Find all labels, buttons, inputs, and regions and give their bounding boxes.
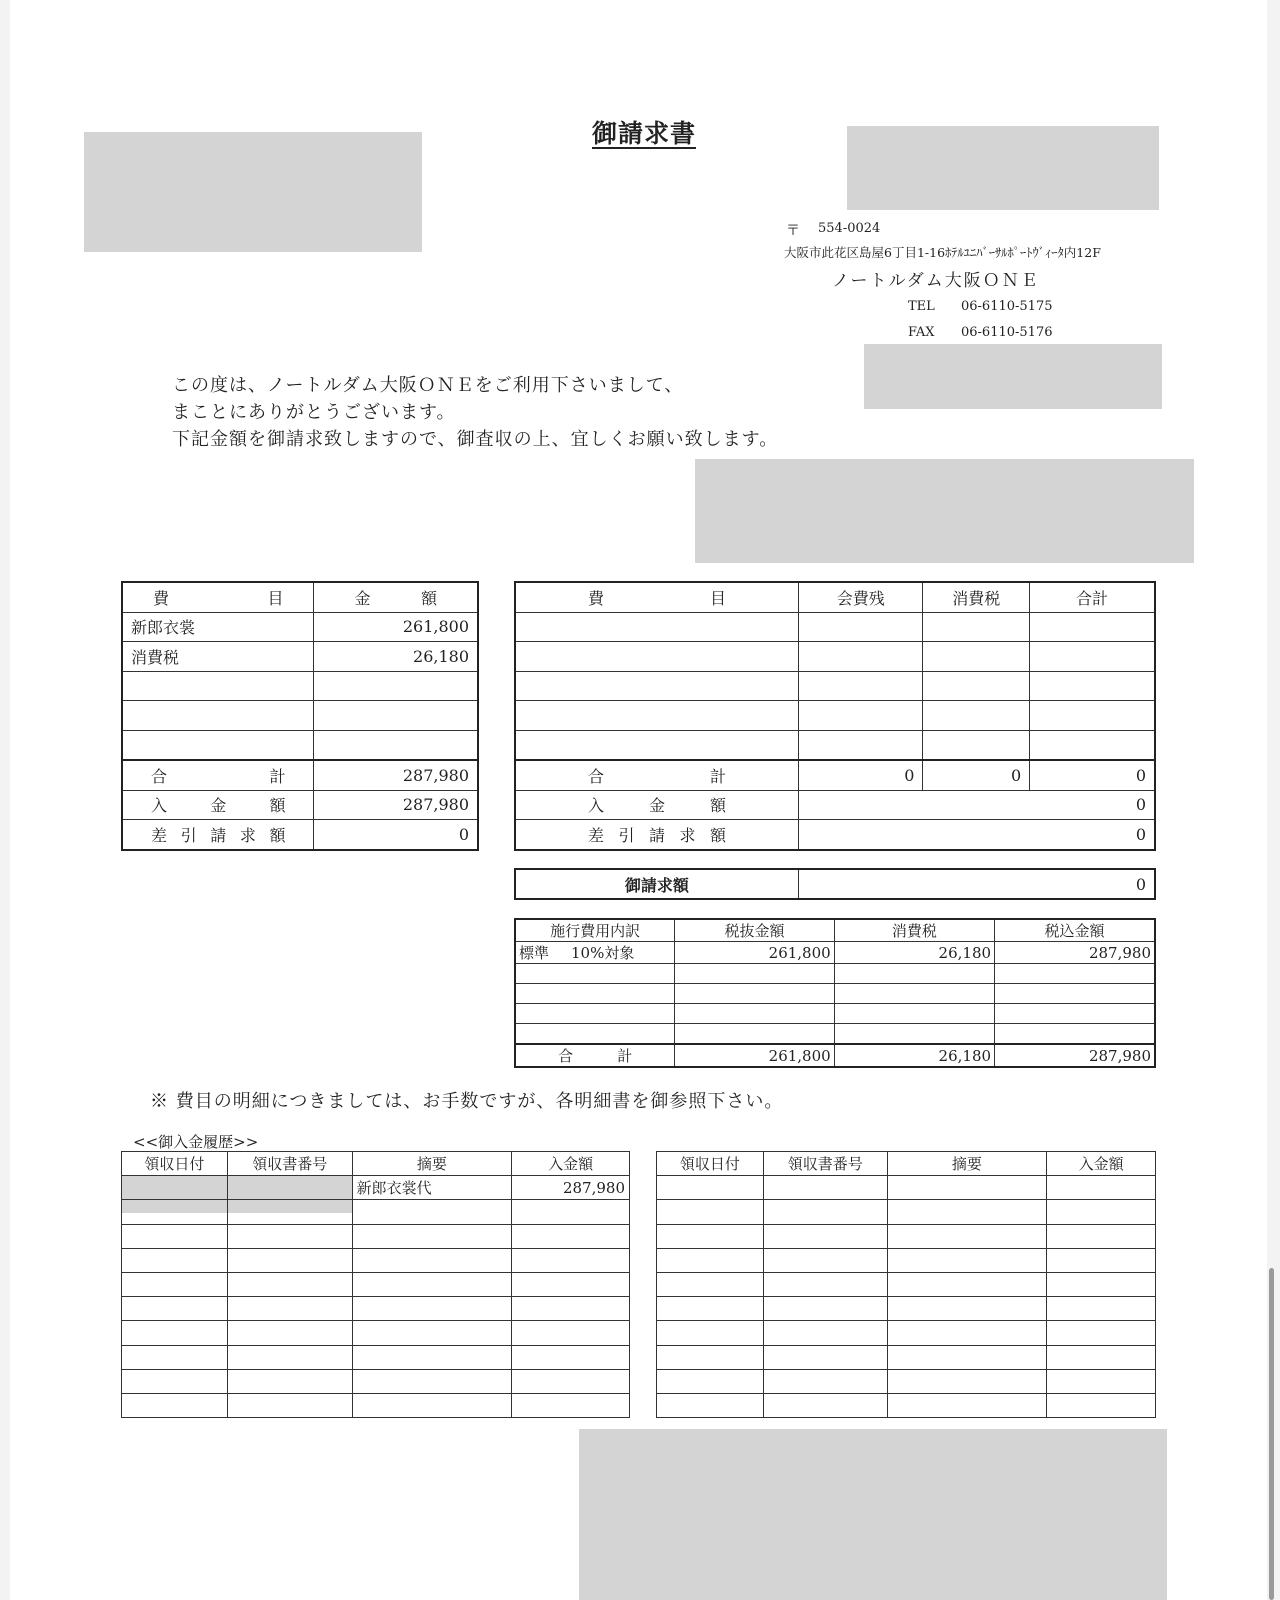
charge-item: 新郎衣裳 <box>122 612 314 642</box>
table-row <box>122 730 478 760</box>
tel-number: 06-6110-5175 <box>961 299 1053 314</box>
table-row <box>122 701 478 731</box>
greeting-text <box>172 372 778 453</box>
balance-label: 差引請求額 <box>588 825 726 845</box>
table-row <box>515 730 1155 760</box>
table-row <box>657 1345 1156 1369</box>
table-row <box>122 1369 630 1393</box>
fax-number: 06-6110-5176 <box>961 325 1053 340</box>
paid-amount: 0 <box>799 790 1156 820</box>
table-row <box>122 1297 630 1321</box>
header-receipt-number: 領収書番号 <box>227 1152 352 1176</box>
greeting-line: この度は、ノートルダム大阪ＯＮＥをご利用下さいまして、 <box>172 375 684 396</box>
breakdown-net: 261,800 <box>675 942 834 964</box>
greeting-line: まことにありがとうございます。 <box>172 402 456 423</box>
breakdown-total-label: 合計 <box>558 1047 633 1065</box>
table-row <box>122 1224 630 1248</box>
balance-amount: 0 <box>799 820 1156 850</box>
table-row <box>657 1248 1156 1272</box>
fee-balance-table <box>514 581 1156 851</box>
header-payment-amount: 入金額 <box>512 1152 630 1176</box>
fax-label: FAX <box>908 325 935 340</box>
payment-history-table-left <box>121 1151 630 1418</box>
header-item: 費目 <box>153 588 284 608</box>
table-row <box>515 964 1155 984</box>
breakdown-tax: 26,180 <box>834 942 994 964</box>
paid-label: 入金額 <box>151 796 286 816</box>
redacted-info <box>695 459 1194 563</box>
document-title: 御請求書 <box>592 119 697 148</box>
redacted-recipient <box>84 132 422 252</box>
table-row <box>515 612 1155 642</box>
tax-breakdown-table <box>514 918 1156 1068</box>
balance-amount: 0 <box>314 820 478 850</box>
total-label: 合計 <box>588 766 726 786</box>
tel-label: TEL <box>908 299 935 314</box>
table-row <box>122 1200 630 1224</box>
total-label: 合計 <box>151 766 286 786</box>
table-row <box>515 1004 1155 1024</box>
grand-total-value: 0 <box>798 869 1155 899</box>
breakdown-total-gross: 287,980 <box>995 1044 1155 1067</box>
header-net: 税抜金額 <box>675 919 834 942</box>
charges-table <box>121 581 479 851</box>
table-row <box>515 984 1155 1004</box>
header-summary: 摘要 <box>352 1152 512 1176</box>
table-row <box>515 671 1155 701</box>
table-row <box>122 1176 630 1200</box>
breakdown-gross: 287,980 <box>995 942 1155 964</box>
total-amount: 287,980 <box>314 760 478 790</box>
paid-label: 入金額 <box>588 796 726 816</box>
issuer-company: ノートルダム大阪ＯＮＥ <box>832 271 1040 291</box>
table-row <box>122 1248 630 1272</box>
table-row <box>657 1272 1156 1296</box>
table-row <box>122 671 478 701</box>
redacted-issuer-logo <box>847 126 1159 210</box>
header-amount: 金額 <box>354 588 437 608</box>
header-breakdown: 施行費用内訳 <box>515 919 675 942</box>
table-row <box>122 642 478 672</box>
table-row <box>515 701 1155 731</box>
header-item: 費目 <box>588 588 726 608</box>
table-row <box>122 1321 630 1345</box>
grand-total-label: 御請求額 <box>515 869 798 899</box>
table-row <box>515 1024 1155 1045</box>
breakdown-total-net: 261,800 <box>675 1044 834 1067</box>
breakdown-total-tax: 26,180 <box>834 1044 994 1067</box>
table-row <box>122 1345 630 1369</box>
grand-total-table <box>514 868 1156 900</box>
payment-history-label: <<御入金履歴>> <box>133 1133 259 1151</box>
header-sum: 合計 <box>1030 582 1155 612</box>
table-row <box>515 642 1155 672</box>
redacted-stamp <box>864 344 1162 409</box>
total-fee-balance: 0 <box>799 760 923 790</box>
header-gross: 税込金額 <box>995 919 1155 942</box>
table-row <box>657 1176 1156 1200</box>
postal-code: 554-0024 <box>818 221 881 236</box>
header-summary: 摘要 <box>887 1152 1047 1176</box>
charge-amount: 26,180 <box>314 642 478 672</box>
header-receipt-number: 領収書番号 <box>763 1152 887 1176</box>
greeting-line: 下記金額を御請求致しますので、御査収の上、宜しくお願い致します。 <box>172 429 779 450</box>
balance-label: 差引請求額 <box>151 825 286 845</box>
header-tax: 消費税 <box>834 919 994 942</box>
charge-amount: 261,800 <box>314 612 478 642</box>
header-fee-balance: 会費残 <box>799 582 923 612</box>
breakdown-category: 標準 <box>519 944 550 962</box>
header-payment-amount: 入金額 <box>1047 1152 1156 1176</box>
header-receipt-date: 領収日付 <box>657 1152 764 1176</box>
table-row <box>122 1272 630 1296</box>
paid-amount: 287,980 <box>314 790 478 820</box>
header-tax: 消費税 <box>923 582 1030 612</box>
total-sum: 0 <box>1030 760 1155 790</box>
table-row <box>657 1297 1156 1321</box>
table-row <box>657 1224 1156 1248</box>
payment-summary: 新郎衣裳代 <box>352 1176 512 1200</box>
table-row <box>657 1321 1156 1345</box>
table-row <box>657 1369 1156 1393</box>
charge-item: 消費税 <box>122 642 314 672</box>
vertical-scrollbar[interactable] <box>1269 1268 1274 1600</box>
table-row <box>122 612 478 642</box>
table-row <box>122 1393 630 1417</box>
issuer-address: 大阪市此花区島屋6丁目1-16ﾎﾃﾙﾕﾆﾊﾞｰｻﾙﾎﾟｰﾄｳﾞｨｰﾀ内12F <box>784 245 1101 260</box>
postal-mark: 〒 <box>786 223 800 239</box>
table-row <box>657 1393 1156 1417</box>
total-tax: 0 <box>923 760 1030 790</box>
breakdown-rate: 10%対象 <box>571 944 635 962</box>
invoice-page <box>10 0 1267 1600</box>
header-receipt-date: 領収日付 <box>122 1152 228 1176</box>
payment-history-table-right <box>656 1151 1156 1418</box>
payment-amount: 287,980 <box>512 1176 630 1200</box>
table-row <box>515 942 1155 964</box>
table-row <box>657 1200 1156 1224</box>
detail-note: ※ 費目の明細につきましては、お手数ですが、各明細書を御参照下さい。 <box>150 1091 784 1112</box>
redacted-footer <box>579 1429 1167 1600</box>
